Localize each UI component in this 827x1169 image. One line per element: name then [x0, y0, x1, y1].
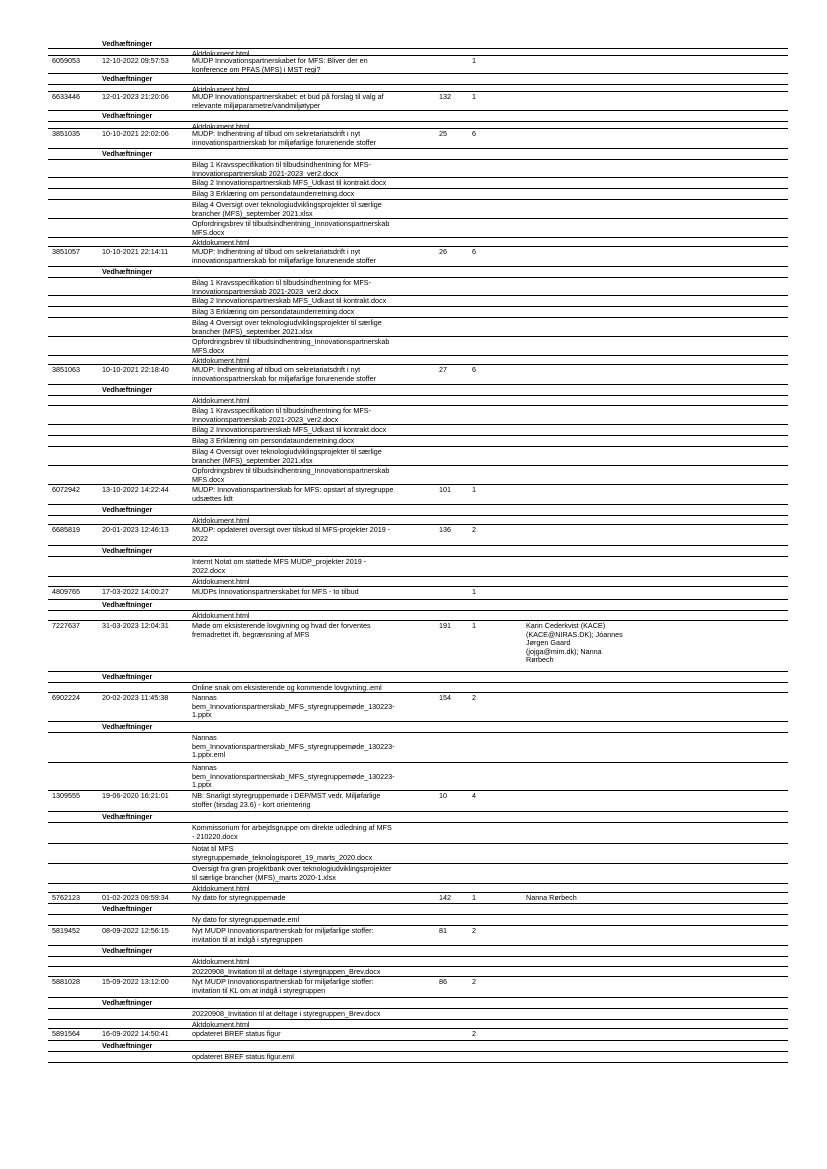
- attachments-label: Vedhæftninger: [102, 74, 153, 83]
- document-subject: MUDP: Indhentning af tilbud om sekretariatsdrift i nyt innovationspartnerskab for miljøfarlige forurenende stoffer: [192, 365, 377, 383]
- document-number: 101: [439, 485, 451, 494]
- document-date: 20-01-2023 12:46:13: [102, 525, 169, 534]
- attachment-row: [48, 219, 788, 238]
- attachment-filename: Opfordringsbrev til tilbudsindhentning_Innovationspartnerskab MFS.docx: [192, 219, 390, 237]
- document-date: 01-02-2023 09:59:34: [102, 893, 169, 902]
- attachment-count: 1: [472, 587, 476, 596]
- attachment-filename: Bilag 3 Erklæring om persondataunderretning.docx: [192, 307, 355, 316]
- attachment-filename: Aktdokument.html: [192, 611, 250, 620]
- attachments-label: Vedhæftninger: [102, 1041, 153, 1050]
- attachments-header-row: [48, 722, 788, 733]
- document-number: 191: [439, 621, 451, 630]
- attachment-row: [48, 1052, 788, 1063]
- attachment-filename: Bilag 2 Innovationspartnerskab MFS_Udkast til kontrakt.docx: [192, 296, 387, 305]
- document-subject: NB: Snarligt styregruppemøde i DEP/MST vedr. Miljøfarlige stoffer (tirsdag 23.6) - kort orientering: [192, 791, 381, 809]
- document-date: 19-06-2020 16:21:01: [102, 791, 169, 800]
- document-date: 10-10-2021 22:02:06: [102, 129, 169, 138]
- attachment-filename: Notat til MFS styregruppemøde_teknologisporet_19_marts_2020.docx: [192, 844, 373, 862]
- attachment-filename: Bilag 4 Oversigt over teknologiudviklingsprojekter til særlige brancher (MFS)_september 2021.xlsx: [192, 447, 382, 465]
- attachment-count: 2: [472, 926, 476, 935]
- attachment-row: [48, 733, 788, 763]
- document-date: 13-10-2022 14:22:44: [102, 485, 169, 494]
- document-number: 136: [439, 525, 451, 534]
- attachment-count: 6: [472, 247, 476, 256]
- attachment-filename: Aktdokument.html: [192, 396, 250, 405]
- document-date: 20-02-2023 11:45:38: [102, 693, 169, 702]
- document-id: 6059053: [52, 56, 80, 65]
- document-row: [48, 791, 788, 812]
- document-date: 15-09-2022 13:12:00: [102, 977, 169, 986]
- attachment-filename: Aktdokument.html: [192, 957, 250, 966]
- attachment-row: [48, 884, 788, 893]
- attachments-label: Vedhæftninger: [102, 600, 153, 609]
- attachment-count: 4: [472, 791, 476, 800]
- attachment-filename: Aktdokument.html: [192, 516, 250, 525]
- document-subject: MUDPs Innovationspartnerskabet for MFS - to tilbud: [192, 587, 359, 596]
- attachments-label: Vedhæftninger: [102, 505, 153, 514]
- attachments-header-row: [48, 946, 788, 957]
- document-date: 10-10-2021 22:14:11: [102, 247, 169, 256]
- attachments-header-row: [48, 998, 788, 1009]
- document-row: [48, 893, 788, 904]
- attachments-header-row: [48, 672, 788, 683]
- attachment-row: [48, 406, 788, 425]
- document-id: 6902224: [52, 693, 80, 702]
- attachment-filename: Opfordringsbrev til tilbudsindhentning_Innovationspartnerskab MFS.docx: [192, 337, 390, 355]
- document-row: [48, 365, 788, 385]
- attachment-row: [48, 49, 788, 56]
- attachment-count: 2: [472, 977, 476, 986]
- attachment-row: [48, 200, 788, 219]
- document-id: 5762123: [52, 893, 80, 902]
- attachment-row: [48, 122, 788, 129]
- attachment-row: [48, 823, 788, 844]
- document-row: [48, 977, 788, 998]
- document-date: 12-10-2022 09:57:53: [102, 56, 169, 65]
- document-subject: Nyt MUDP Innovationspartnerskab for miljøfarlige stoffer: invitation til KL om at indgå i styregruppen: [192, 977, 374, 995]
- attachment-row: [48, 1009, 788, 1020]
- attachment-filename: Bilag 2 Innovationspartnerskab MFS_Udkast til kontrakt.docx: [192, 425, 387, 434]
- attachments-label: Vedhæftninger: [102, 267, 153, 276]
- document-date: 10-10-2021 22:18:40: [102, 365, 169, 374]
- document-number: 10: [439, 791, 447, 800]
- attachment-filename: Bilag 1 Kravsspecifikation til tilbudsindhentning for MFS- Innovationspartnerskab 2021-2023_ver2.docx: [192, 278, 371, 296]
- attachment-count: 1: [472, 485, 476, 494]
- document-date: 31-03-2023 12:04:31: [102, 621, 169, 630]
- document-row: [48, 485, 788, 505]
- attachment-filename: Nannas bem_Innovationspartnerskab_MFS_styregruppemøde_130223- 1.pptx: [192, 763, 395, 790]
- attachment-filename: Aktdokument.html: [192, 884, 250, 893]
- attachment-row: [48, 447, 788, 466]
- attachments-header-row: [48, 600, 788, 611]
- document-id: 6072942: [52, 485, 80, 494]
- document-recipients: Nanna Rørbech: [526, 893, 577, 902]
- attachment-filename: Bilag 3 Erklæring om persondataunderretning.docx: [192, 436, 355, 445]
- attachment-filename: Aktdokument.html: [192, 1020, 250, 1029]
- attachments-header-row: [48, 111, 788, 122]
- document-date: 08-09-2022 12:56:15: [102, 926, 169, 935]
- attachments-label: Vedhæftninger: [102, 904, 153, 913]
- document-id: 6685819: [52, 525, 80, 534]
- attachments-header-row: [48, 904, 788, 915]
- document-row: [48, 247, 788, 267]
- attachment-row: [48, 296, 788, 307]
- attachment-filename: Opfordringsbrev til tilbudsindhentning_Innovationspartnerskab MFS.docx: [192, 466, 390, 484]
- document-id: 3851063: [52, 365, 80, 374]
- document-subject: Møde om eksisterende lovgivning og hvad der forventes fremadrettet ift. begrænsning af MFS: [192, 621, 371, 639]
- document-subject: MUDP Innovationspartnerskabet: et bud på forslag til valg af relevante miljøparametre/vandmiljøtyper: [192, 92, 384, 110]
- attachment-filename: 20220908_Invitation til at deltage i styregruppen_Brev.docx: [192, 967, 381, 976]
- attachment-count: 2: [472, 693, 476, 702]
- attachment-row: [48, 189, 788, 200]
- attachment-filename: Aktdokument.html: [192, 85, 250, 94]
- attachments-header-row: [48, 812, 788, 823]
- attachment-row: [48, 396, 788, 406]
- attachment-row: [48, 356, 788, 365]
- attachment-row: [48, 337, 788, 356]
- document-number: 25: [439, 129, 447, 138]
- attachment-row: [48, 683, 788, 693]
- attachment-row: [48, 466, 788, 485]
- attachment-filename: 20220908_Invitation til at deltage i styregruppen_Brev.docx: [192, 1009, 381, 1018]
- attachment-row: [48, 763, 788, 791]
- attachment-filename: Bilag 2 Innovationspartnerskab MFS_Udkast til kontrakt.docx: [192, 178, 387, 187]
- document-number: 86: [439, 977, 447, 986]
- document-id: 4809765: [52, 587, 80, 596]
- attachment-row: [48, 577, 788, 587]
- attachment-count: 1: [472, 621, 476, 630]
- attachment-filename: Bilag 1 Kravsspecifikation til tilbudsindhentning for MFS- Innovationspartnerskab 2021-2023_ver2.docx: [192, 160, 371, 178]
- attachment-count: 6: [472, 365, 476, 374]
- attachments-header-row: [48, 149, 788, 160]
- attachment-filename: Aktdokument.html: [192, 238, 250, 247]
- attachment-filename: Bilag 4 Oversigt over teknologiudviklingsprojekter til særlige brancher (MFS)_september 2021.xlsx: [192, 200, 382, 218]
- document-subject: MUDP: opdateret oversigt over tilskud til MFS-projekter 2019 - 2022: [192, 525, 391, 543]
- document-table: [48, 39, 788, 1063]
- attachments-label: Vedhæftninger: [102, 39, 153, 48]
- attachment-row: [48, 318, 788, 337]
- attachment-count: 6: [472, 129, 476, 138]
- document-id: 5891564: [52, 1029, 80, 1038]
- attachment-filename: Aktdokument.html: [192, 122, 250, 131]
- attachment-filename: Ny dato for styregruppemøde.eml: [192, 915, 300, 924]
- attachment-filename: Kommissorium for arbejdsgruppe om direkte udledning af MFS - 210220.docx: [192, 823, 392, 841]
- document-row: [48, 92, 788, 111]
- document-row: [48, 621, 788, 672]
- attachment-row: [48, 178, 788, 189]
- attachment-row: [48, 436, 788, 447]
- attachment-filename: Aktdokument.html: [192, 356, 250, 365]
- document-row: [48, 56, 788, 74]
- document-subject: Ny dato for styregruppemøde: [192, 893, 286, 902]
- attachment-filename: Bilag 4 Oversigt over teknologiudviklingsprojekter til særlige brancher (MFS)_september 2021.xlsx: [192, 318, 382, 336]
- document-id: 5881028: [52, 977, 80, 986]
- attachment-filename: Oversigt fra grøn projektbank over teknologiudviklingsprojekter til særlige brancher (MFS)_marts 2020-1.xlsx: [192, 864, 392, 882]
- document-subject: MUDP: Innovationspartnerskab for MFS: opstart af styregruppe udsættes lidt: [192, 485, 394, 503]
- document-id: 6633446: [52, 92, 80, 101]
- attachment-count: 1: [472, 56, 476, 65]
- attachments-label: Vedhæftninger: [102, 812, 153, 821]
- attachment-row: [48, 238, 788, 247]
- attachment-row: [48, 85, 788, 92]
- document-number: 81: [439, 926, 447, 935]
- attachments-label: Vedhæftninger: [102, 546, 153, 555]
- document-recipients: Karin Cederkvist (KACE) (KACE@NIRAS.DK); Jóannes Jørgen Gaard (jojga@mim.dk); Nanna Rørbech: [526, 621, 623, 665]
- attachment-row: [48, 425, 788, 436]
- document-row: [48, 693, 788, 722]
- attachment-row: [48, 278, 788, 296]
- document-subject: MUDP Innovationspartnerskabet for MFS: Bliver der en konference om PFAS (MFS) i MST regi?: [192, 56, 368, 74]
- document-number: 27: [439, 365, 447, 374]
- attachments-label: Vedhæftninger: [102, 946, 153, 955]
- attachment-row: [48, 307, 788, 318]
- attachments-label: Vedhæftninger: [102, 111, 153, 120]
- document-number: 26: [439, 247, 447, 256]
- attachments-header-row: [48, 1041, 788, 1052]
- attachment-row: [48, 557, 788, 577]
- attachment-count: 1: [472, 92, 476, 101]
- document-id: 3851035: [52, 129, 80, 138]
- attachment-filename: Online snak om eksisterende og kommende lovgivning..eml: [192, 683, 382, 692]
- attachments-header-row: [48, 505, 788, 516]
- attachment-filename: opdateret BREF status figur.eml: [192, 1052, 294, 1061]
- attachment-filename: Bilag 1 Kravsspecifikation til tilbudsindhentning for MFS- Innovationspartnerskab 2021-2023_ver2.docx: [192, 406, 371, 424]
- attachment-filename: Aktdokument.html: [192, 49, 250, 58]
- attachment-filename: Internt Notat om støttede MFS MUDP_projekter 2019 - 2022.docx: [192, 557, 367, 575]
- document-id: 1309555: [52, 791, 80, 800]
- attachment-count: 2: [472, 1029, 476, 1038]
- document-date: 17-03-2022 14:00:27: [102, 587, 169, 596]
- document-subject: MUDP: Indhentning af tilbud om sekretariatsdrift i nyt innovationspartnerskab for miljøfarlige forurenende stoffer: [192, 247, 377, 265]
- attachment-row: [48, 957, 788, 967]
- attachments-label: Vedhæftninger: [102, 149, 153, 158]
- document-subject: MUDP: Indhentning af tilbud om sekretariatsdrift i nyt innovationspartnerskab for miljøfarlige forurenende stoffer: [192, 129, 377, 147]
- attachment-filename: Bilag 3 Erklæring om persondataunderretning.docx: [192, 189, 355, 198]
- attachment-row: [48, 967, 788, 977]
- attachment-row: [48, 915, 788, 926]
- document-row: [48, 926, 788, 946]
- attachments-header-row: [48, 39, 788, 49]
- document-row: [48, 525, 788, 546]
- document-row: [48, 587, 788, 600]
- attachments-label: Vedhæftninger: [102, 672, 153, 681]
- document-number: 142: [439, 893, 451, 902]
- attachment-row: [48, 160, 788, 178]
- document-date: 12-01-2023 21:20:06: [102, 92, 169, 101]
- document-id: 5819452: [52, 926, 80, 935]
- attachment-row: [48, 864, 788, 884]
- document-number: 154: [439, 693, 451, 702]
- document-id: 3851057: [52, 247, 80, 256]
- attachments-label: Vedhæftninger: [102, 385, 153, 394]
- document-row: [48, 1029, 788, 1041]
- attachment-row: [48, 611, 788, 621]
- document-subject: opdateret BREF status figur: [192, 1029, 281, 1038]
- attachments-header-row: [48, 267, 788, 278]
- attachments-header-row: [48, 385, 788, 396]
- document-date: 16-09-2022 14:50:41: [102, 1029, 169, 1038]
- document-row: [48, 129, 788, 149]
- document-subject: Nannas bem_Innovationspartnerskab_MFS_styregruppemøde_130223- 1.pptx: [192, 693, 395, 720]
- attachment-filename: Aktdokument.html: [192, 577, 250, 586]
- attachment-row: [48, 516, 788, 525]
- document-id: 7227637: [52, 621, 80, 630]
- attachments-header-row: [48, 74, 788, 85]
- document-subject: Nyt MUDP Innovationspartnerskab for miljøfarlige stoffer: invitation til at indgå i styregruppen: [192, 926, 374, 944]
- document-number: 132: [439, 92, 451, 101]
- attachments-header-row: [48, 546, 788, 557]
- attachment-row: [48, 844, 788, 864]
- attachment-count: 2: [472, 525, 476, 534]
- attachment-count: 1: [472, 893, 476, 902]
- attachments-label: Vedhæftninger: [102, 722, 153, 731]
- attachment-row: [48, 1020, 788, 1029]
- attachments-label: Vedhæftninger: [102, 998, 153, 1007]
- attachment-filename: Nannas bem_Innovationspartnerskab_MFS_styregruppemøde_130223- 1.pptx.eml: [192, 733, 395, 760]
